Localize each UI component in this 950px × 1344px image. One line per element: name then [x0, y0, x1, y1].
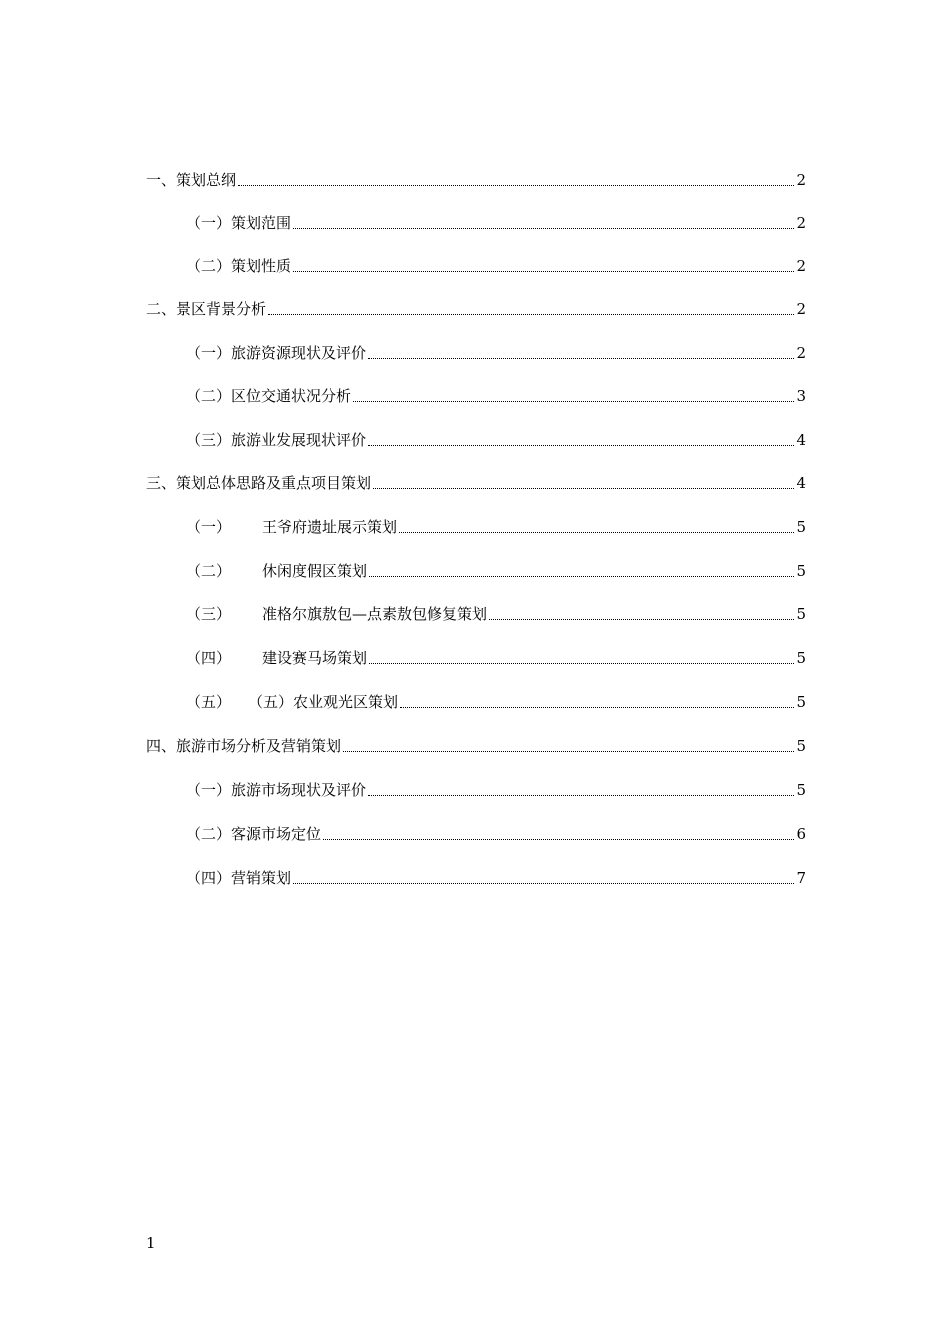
dot-leader — [369, 662, 794, 664]
toc-entry-title: 策划范围 — [231, 214, 292, 232]
toc-entry-title: 景区背景分析 — [176, 300, 267, 318]
dot-leader — [323, 838, 794, 840]
toc-entry-number: （一） — [186, 518, 232, 536]
dot-leader — [293, 227, 794, 229]
toc-entry-number: （二） — [186, 257, 232, 275]
toc-entry-number: （二） — [186, 562, 232, 580]
toc-entry-page: 4 — [796, 431, 806, 449]
toc-entry-page: 2 — [796, 344, 806, 362]
toc-entry-title: 建设赛马场策划 — [262, 649, 368, 667]
toc-entry[interactable] — [186, 604, 806, 624]
toc-entry-number: （三） — [186, 605, 232, 623]
dot-leader — [293, 270, 794, 272]
dot-leader — [343, 750, 794, 752]
toc-entry-page: 5 — [796, 737, 806, 755]
dot-leader — [353, 400, 794, 402]
toc-entry[interactable] — [186, 343, 806, 363]
toc-entry-number: （五） — [186, 693, 232, 711]
toc-entry-title: 策划总纲 — [176, 171, 237, 189]
toc-entry[interactable] — [146, 299, 806, 319]
dot-leader — [368, 357, 794, 359]
toc-entry[interactable] — [186, 256, 806, 276]
toc-entry-page: 2 — [796, 300, 806, 318]
toc-entry-page: 3 — [796, 387, 806, 405]
dot-leader — [400, 706, 794, 708]
toc-entry[interactable] — [186, 517, 806, 537]
toc-entry-number: （一） — [186, 781, 232, 799]
toc-entry[interactable] — [186, 386, 806, 406]
toc-entry-number: 二、 — [146, 300, 177, 318]
toc-entry-page: 7 — [796, 869, 806, 887]
toc-entry-page: 2 — [796, 214, 806, 232]
toc-entry-page: 5 — [796, 649, 806, 667]
toc-entry[interactable] — [186, 648, 806, 668]
dot-leader — [368, 444, 794, 446]
toc-entry[interactable] — [186, 692, 806, 712]
toc-entry-title: 策划性质 — [231, 257, 292, 275]
toc-entry[interactable] — [146, 473, 806, 493]
toc-entry-page: 2 — [796, 257, 806, 275]
dot-leader — [268, 313, 794, 315]
toc-entry-number: （三） — [186, 431, 232, 449]
toc-entry-number: （二） — [186, 825, 232, 843]
toc-entry-number: （四） — [186, 649, 232, 667]
dot-leader — [369, 575, 794, 577]
dot-leader — [238, 184, 794, 186]
toc-entry[interactable] — [186, 780, 806, 800]
dot-leader — [293, 882, 794, 884]
toc-entry-number: （一） — [186, 344, 232, 362]
toc-entry-page: 5 — [796, 518, 806, 536]
toc-entry-page: 4 — [796, 474, 806, 492]
toc-entry[interactable] — [186, 824, 806, 844]
toc-entry-number: （四） — [186, 869, 232, 887]
toc-entry-title: 旅游市场分析及营销策划 — [176, 737, 342, 755]
toc-entry-page: 6 — [796, 825, 806, 843]
toc-entry-title: 休闲度假区策划 — [262, 562, 368, 580]
toc-entry-page: 5 — [796, 693, 806, 711]
page-number: 1 — [146, 1234, 156, 1252]
toc-entry-title: 区位交通状况分析 — [231, 387, 352, 405]
toc-entry-number: 四、 — [146, 737, 177, 755]
toc-entry-title: （五）农业观光区策划 — [248, 693, 399, 711]
toc-entry-title: 王爷府遗址展示策划 — [262, 518, 398, 536]
dot-leader — [489, 618, 794, 620]
dot-leader — [399, 531, 794, 533]
toc-entry-title: 旅游业发展现状评价 — [231, 431, 367, 449]
toc-entry-title: 旅游资源现状及评价 — [231, 344, 367, 362]
toc-entry[interactable] — [146, 170, 806, 190]
toc-entry-page: 2 — [796, 171, 806, 189]
toc-entry-title: 旅游市场现状及评价 — [231, 781, 367, 799]
toc-entry-title: 营销策划 — [231, 869, 292, 887]
toc-entry[interactable] — [146, 736, 806, 756]
toc-entry-page: 5 — [796, 605, 806, 623]
toc-entry-number: （一） — [186, 214, 232, 232]
dot-leader — [368, 794, 794, 796]
toc-entry-title: 策划总体思路及重点项目策划 — [176, 474, 372, 492]
toc-entry[interactable] — [186, 430, 806, 450]
toc-entry[interactable] — [186, 561, 806, 581]
toc-entry-number: （二） — [186, 387, 232, 405]
toc-entry[interactable] — [186, 868, 806, 888]
toc-entry-title: 客源市场定位 — [231, 825, 322, 843]
toc-entry-number: 一、 — [146, 171, 177, 189]
toc-entry-number: 三、 — [146, 474, 177, 492]
dot-leader — [373, 487, 794, 489]
toc-entry-page: 5 — [796, 781, 806, 799]
toc-entry[interactable] — [186, 213, 806, 233]
toc-entry-page: 5 — [796, 562, 806, 580]
toc-entry-title: 准格尔旗敖包—点素敖包修复策划 — [262, 605, 488, 623]
